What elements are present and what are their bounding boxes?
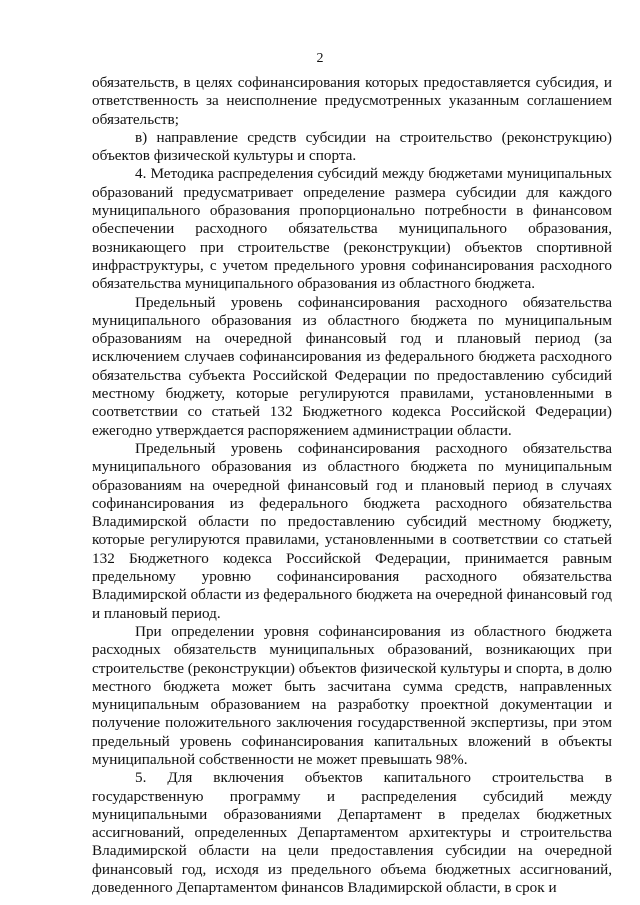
paragraph-cofinancing-local-share: При определении уровня софинансирования из областного бюджета расходных обязательств муниципальных образований, возникающих при строительстве (реконструкции) объектов физической культуры и спорта, в долю местного бюджета может быть засчитана сумма средств, направленных муниципальным образованием на разработку проектной документации и получение положительного заключения государственной экспертизы, при этом предельный уровень софинансирования капитальных вложений в объекты муниципальной собственности не может превышать 98%. [92,622,612,768]
document-body [92,74,612,897]
paragraph-section-4-methodology: 4. Методика распределения субсидий между бюджетами муниципальных образований предусматривает определение размера субсидии для каждого муниципального образования пропорционально потребности в финансовом обеспечении расходного обязательства муниципального образования, возникающего при строительстве (реконструкции) объектов спортивной инфраструктуры, с учетом предельного уровня софинансирования расходного обязательства муниципального образования из областного бюджета. [92,165,612,293]
paragraph-cofinancing-limit-federal: Предельный уровень софинансирования расходного обязательства муниципального образования из областного бюджета по муниципальным образованиям на очередной финансовый год и плановый период в случаях софинансирования из федерального бюджета расходного обязательства Владимирской области по предоставлению субсидий местному бюджету, которые регулируются правилами, установленными в соответствии со статьей 132 Бюджетного кодекса Российской Федерации, принимается равным предельному уровню софинансирования расходного обязательства Владимирской области из федерального бюджета на очередной финансовый год и плановый период. [92,439,612,622]
paragraph-section-5-inclusion: 5. Для включения объектов капитального строительства в государственную программу и распределения субсидий между муниципальными образованиями Департамент в пределах бюджетных ассигнований, определенных Департаментом архитектуры и строительства Владимирской области на цели предоставления субсидии на очередной финансовый год, исходя из предельного объема бюджетных ассигнований, доведенного Департаментом финансов Владимирской области, в срок и [92,769,612,897]
paragraph-obligations-continuation: обязательств, в целях софинансирования которых предоставляется субсидия, и ответственность за неисполнение предусмотренных указанным соглашением обязательств; [92,74,612,128]
paragraph-subsidy-direction: в) направление средств субсидии на строительство (реконструкцию) объектов физической культуры и спорта. [92,128,612,165]
page-number: 2 [316,51,324,66]
paragraph-cofinancing-limit-general: Предельный уровень софинансирования расходного обязательства муниципального образования из областного бюджета по муниципальным образованиям на очередной финансовый год и плановый период (за исключением случаев софинансирования из федерального бюджета расходного обязательства субъекта Российской Федерации по предоставлению субсидий местному бюджету, которые регулируются правилами, установленными в соответствии со статьей 132 Бюджетного кодекса Российской Федерации) ежегодно утверждается распоряжением администрации области. [92,293,612,439]
